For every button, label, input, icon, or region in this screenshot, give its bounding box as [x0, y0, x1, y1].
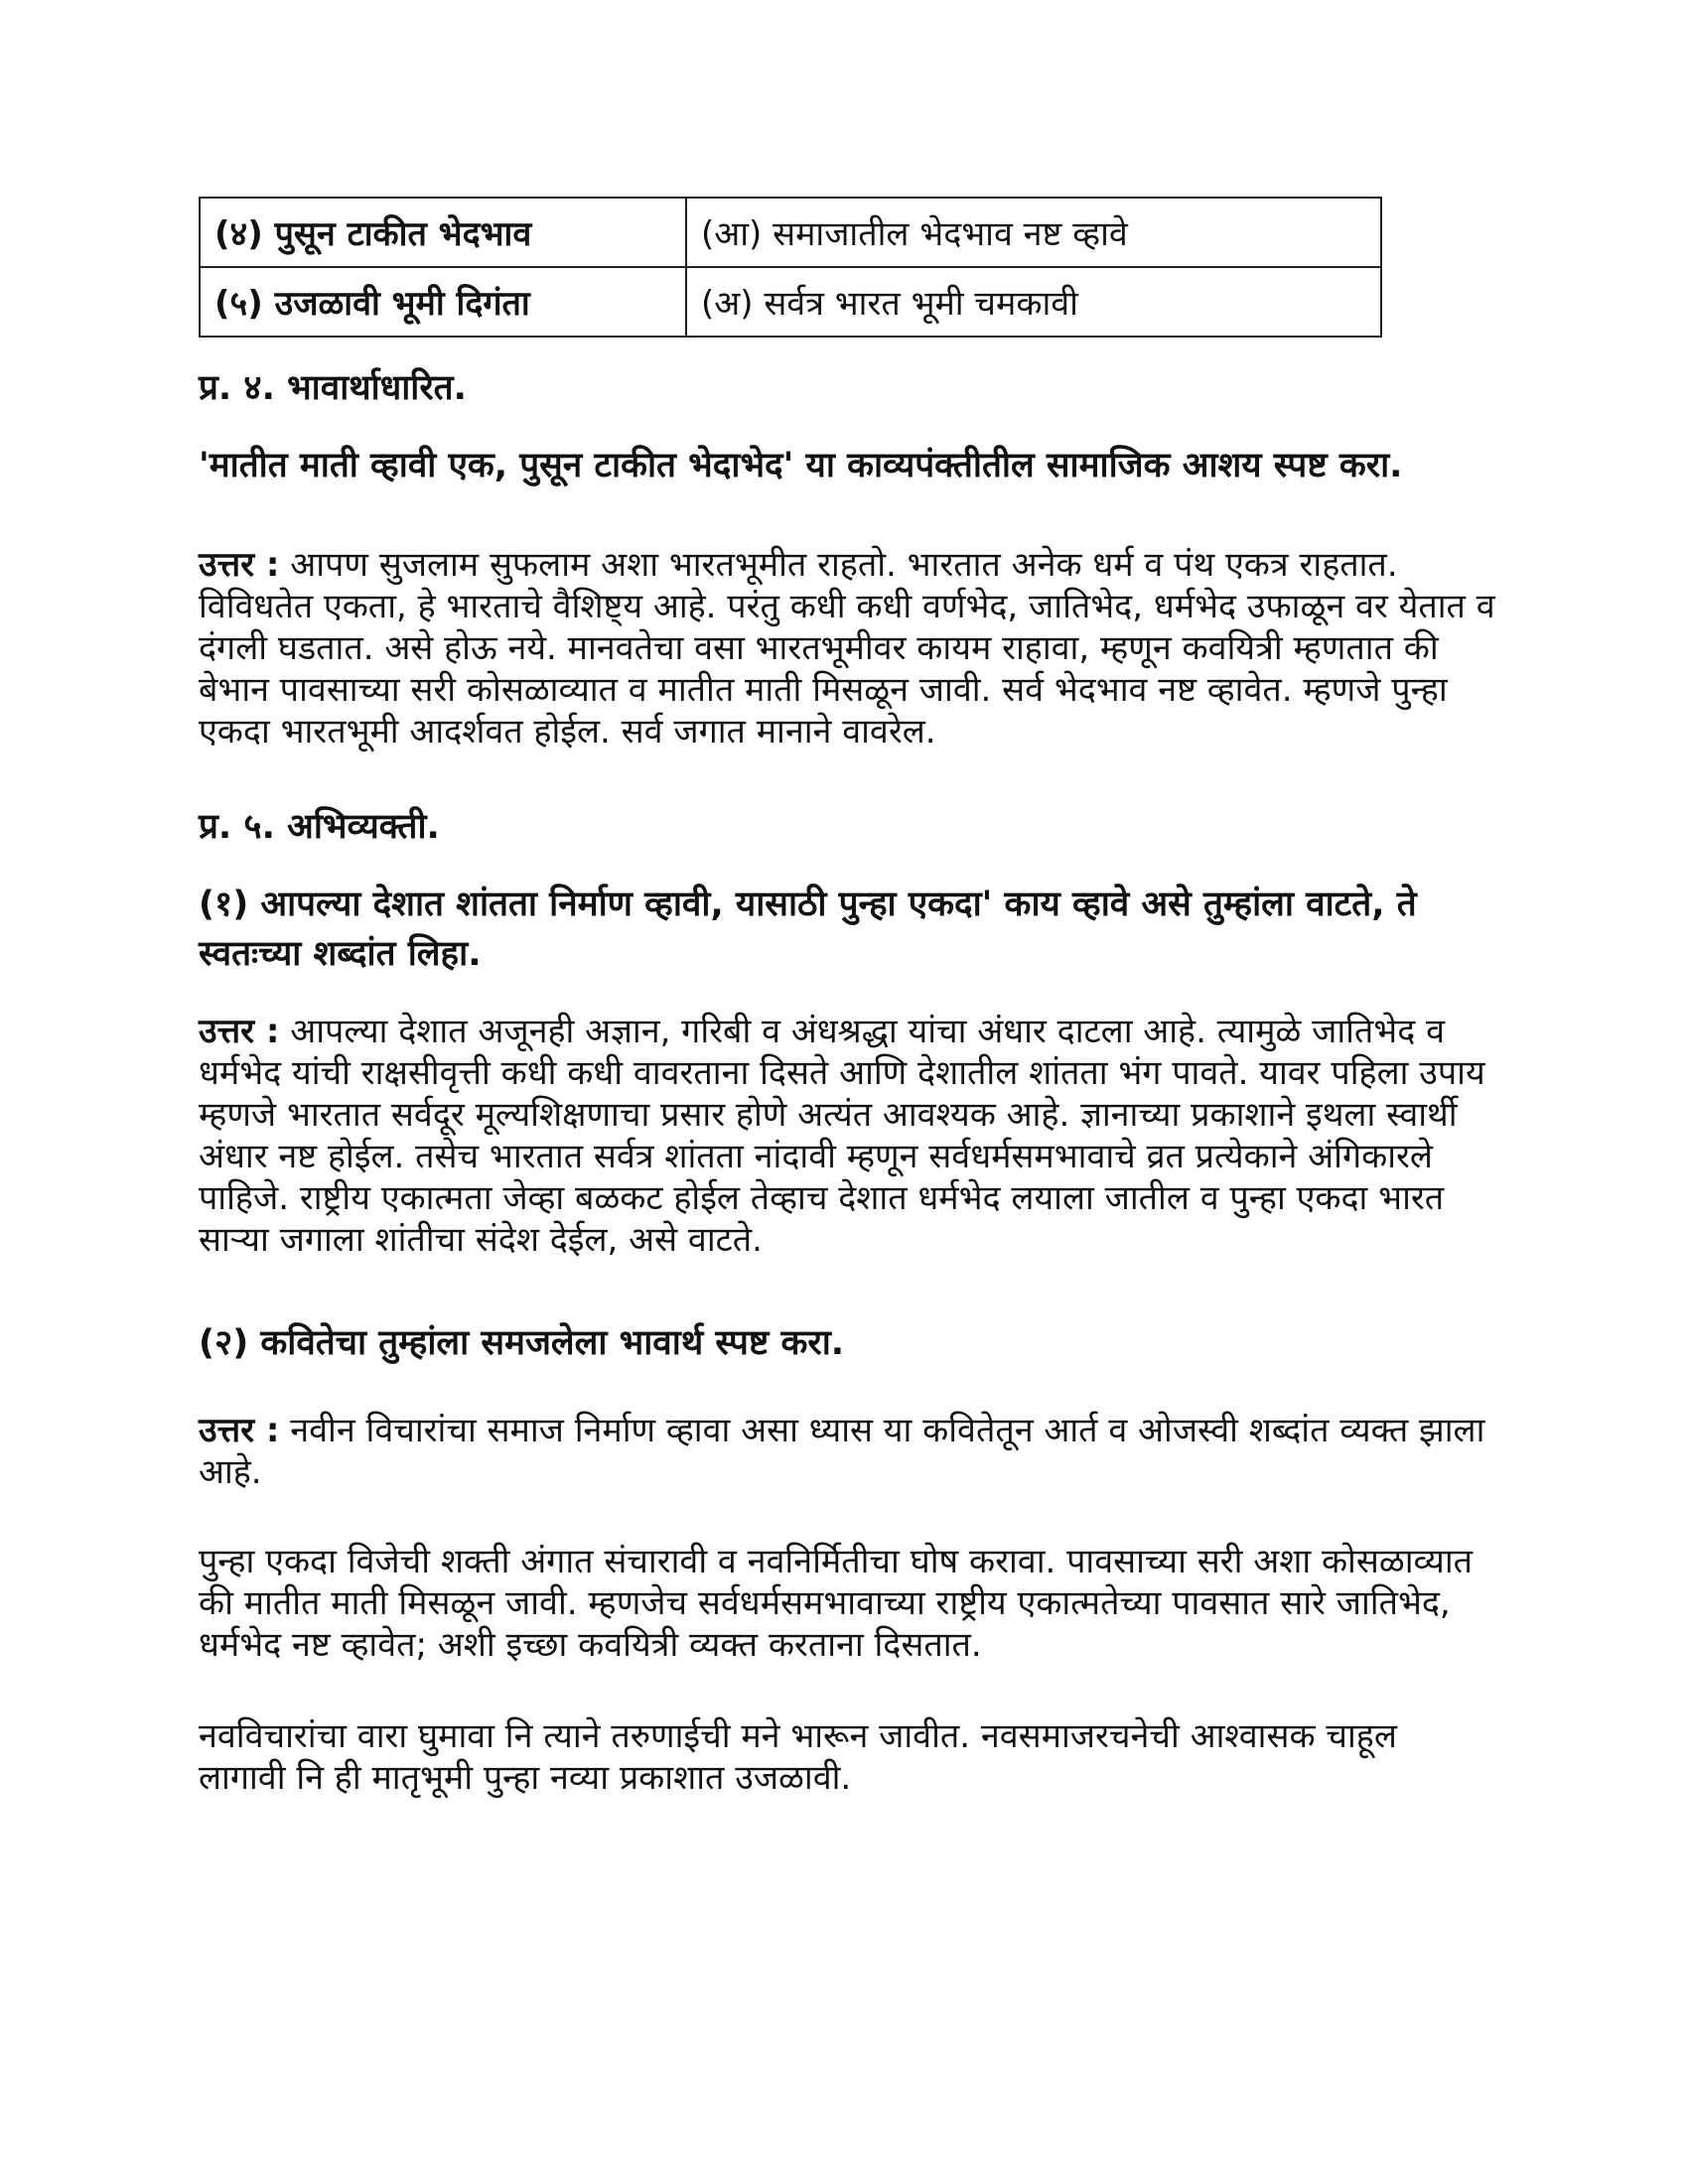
- q5-sub2-answer-text: नवीन विचारांचा समाज निर्माण व्हावा असा ध्यास या कवितेतून आर्त व ओजस्वी शब्दांत व्यक्त झाला आहे.: [199, 1411, 1485, 1492]
- q5-sub2-answer-block: [199, 1410, 1489, 1493]
- match-right-cell: (अ) सर्वत्र भारत भूमी चमकावी: [686, 267, 1381, 337]
- match-left-cell: (५) उजळावी भूमी दिगंता: [200, 267, 686, 337]
- q5-heading: प्र. ५. अभिव्यक्ती.: [199, 807, 440, 847]
- answer-label: उत्तर :: [199, 1411, 280, 1450]
- answer-label: उत्तर :: [199, 1012, 280, 1051]
- q5-sub2-paragraph-2: पुन्हा एकदा विजेची शक्ती अंगात संचारावी व नवनिर्मितीचा घोष करावा. पावसाच्या सरी अशा कोसळाव्यात की मातीत माती मिसळून जावी. म्हणजेच सर्वधर्मसमभावाच्या राष्ट्रीय एकात्मतेच्या पावसात सारे जातिभेद, धर्मभेद नष्ट व्हावेत; अशी इच्छा कवयित्री व्यक्त करताना दिसतात.: [199, 1542, 1474, 1665]
- answer-label: उत्तर :: [199, 545, 280, 585]
- q4-answer-paragraph: [199, 544, 1499, 752]
- q5-sub1-answer-paragraph: [199, 1011, 1509, 1261]
- q5-sub2-question-block: [199, 1318, 1489, 1368]
- match-right-cell: (आ) समाजातील भेदभाव नष्ट व्हावे: [686, 198, 1381, 267]
- q5-sub1-question-block: [199, 880, 1479, 979]
- q5-sub1-answer-text: आपल्या देशात अजूनही अज्ञान, गरिबी व अंधश्रद्धा यांचा अंधार दाटला आहे. त्यामुळे जातिभेद व धर्मभेद यांची राक्षसीवृत्ती कधी कधी वावरताना दिसते आणि देशातील शांतता भंग पावते. यावर पहिला उपाय म्हणजे भारतात सर्वदूर मूल्यशिक्षणाचा प्रसार होणे अत्यंत आवश्यक आहे. ज्ञानाच्या प्रकाशाने इथला स्वार्थी अंधार नष्ट होईल. तसेच भारतात सर्वत्र शांतता नांदावी म्हणून सर्वधर्मसमभावाचे व्रत प्रत्येकाने अंगिकारले पाहिजे. राष्ट्रीय एकात्मता जेव्हा बळकट होईल तेव्हाच देशात धर्मभेद लयाला जातील व पुन्हा एकदा भारत साऱ्या जगाला शांतीचा संदेश देईल, असे वाटते.: [199, 1012, 1485, 1260]
- q5-sub2-para2-block: [199, 1541, 1489, 1666]
- q5-sub2-para3-block: [199, 1715, 1489, 1799]
- q5-sub2-answer-paragraph: [199, 1410, 1489, 1493]
- q4-heading: प्र. ४. भावार्थाधारित.: [199, 368, 467, 408]
- q5-sub1-answer-block: [199, 1011, 1509, 1261]
- table-row: [200, 267, 1381, 337]
- q4-heading-block: [199, 363, 1489, 413]
- match-table: [199, 197, 1382, 338]
- match-left-cell: (४) पुसून टाकीत भेदभाव: [200, 198, 686, 267]
- q5-sub1-question: (१) आपल्या देशात शांतता निर्माण व्हावी, यासाठी पुन्हा एकदा' काय व्हावे असे तुम्हांला वाटते, ते स्वतःच्या शब्दांत लिहा.: [199, 885, 1417, 974]
- q5-sub2-paragraph-3: नवविचारांचा वारा घुमावा नि त्याने तरुणाईची मने भारून जावीत. नवसमाजरचनेची आश्वासक चाहूल लागावी नि ही मातृभूमी पुन्हा नव्या प्रकाशात उजळावी.: [199, 1716, 1397, 1798]
- q4-question: 'मातीत माती व्हावी एक, पुसून टाकीत भेदाभेद' या काव्यपंक्तीतील सामाजिक आशय स्पष्ट करा.: [199, 446, 1403, 485]
- q4-answer-text: आपण सुजलाम सुफलाम अशा भारतभूमीत राहतो. भारतात अनेक धर्म व पंथ एकत्र राहतात. विविधतेत एकता, हे भारताचे वैशिष्ट्य आहे. परंतु कधी कधी वर्णभेद, जातिभेद, धर्मभेद उफाळून वर येतात व दंगली घडतात. असे होऊ नये. मानवतेचा वसा भारतभूमीवर कायम राहावा, म्हणून कवयित्री म्हणतात की बेभान पावसाच्या सरी कोसळाव्यात व मातीत माती मिसळून जावी. सर्व भेदभाव नष्ट व्हावेत. म्हणजे पुन्हा एकदा भारतभूमी आदर्शवत होईल. सर्व जगात मानाने वावरेल.: [199, 545, 1495, 751]
- q4-answer-block: [199, 544, 1499, 752]
- q5-sub2-question: (२) कवितेचा तुम्हांला समजलेला भावार्थ स्पष्ट करा.: [199, 1323, 845, 1363]
- q4-question-block: [199, 441, 1529, 490]
- q5-heading-block: [199, 802, 1489, 852]
- table-row: [200, 198, 1381, 267]
